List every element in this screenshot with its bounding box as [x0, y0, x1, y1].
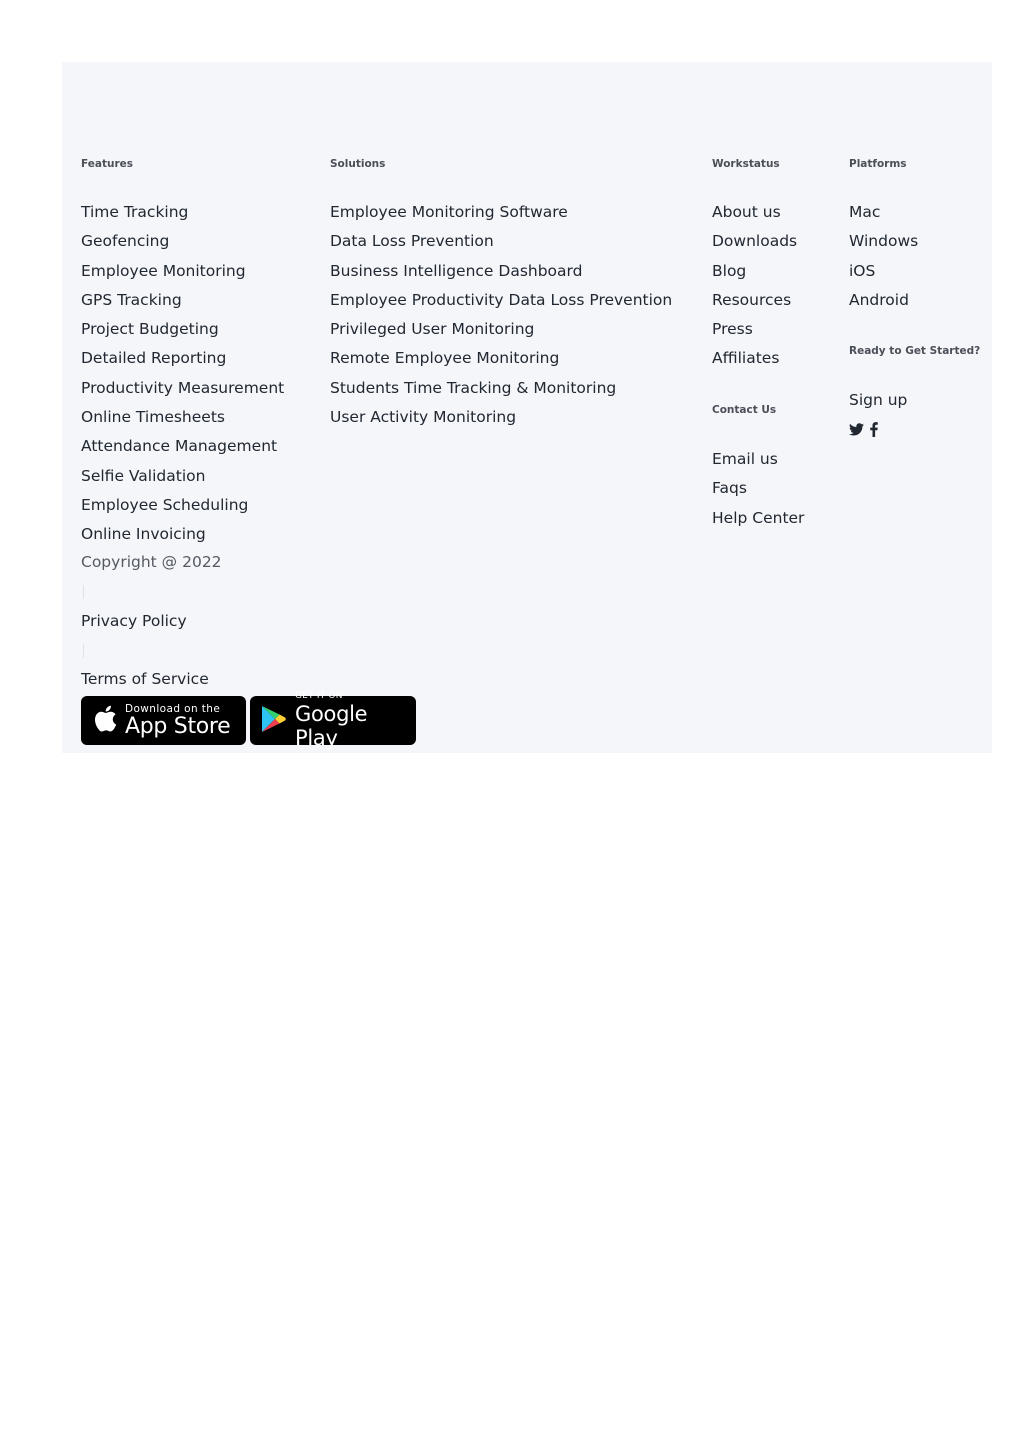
- list-item: [712, 231, 797, 260]
- list-item: [849, 290, 918, 319]
- list-item: [712, 508, 804, 537]
- footer-link-downloads[interactable]: Downloads: [712, 232, 798, 251]
- google-play-label: Google Play: [295, 702, 368, 750]
- footer-link-android[interactable]: Android: [849, 290, 909, 309]
- footer-link-students-time-tracking[interactable]: Students Time Tracking & Monitoring: [330, 378, 617, 397]
- google-play-button[interactable]: [250, 691, 416, 750]
- footer-link-press[interactable]: Press: [712, 320, 753, 339]
- contact-heading: Contact Us: [712, 404, 777, 416]
- list-item: [81, 495, 284, 524]
- footer-link-help-center[interactable]: Help Center: [712, 508, 805, 527]
- list-item: [330, 202, 672, 231]
- site-footer: [62, 62, 992, 753]
- footer-link-attendance-management[interactable]: Attendance Management: [81, 437, 278, 456]
- list-item: [330, 407, 672, 436]
- footer-link-ios[interactable]: iOS: [849, 261, 876, 280]
- twitter-icon[interactable]: [849, 423, 864, 436]
- list-item: [712, 319, 797, 348]
- social-links: [849, 422, 878, 437]
- list-item: [81, 290, 284, 319]
- footer-link-employee-monitoring[interactable]: Employee Monitoring: [81, 261, 246, 280]
- list-item: [81, 436, 284, 465]
- list-item: [849, 202, 918, 231]
- app-badges: [81, 691, 416, 750]
- list-item: [81, 319, 284, 348]
- list-item: [81, 466, 284, 495]
- footer-link-employee-monitoring-software[interactable]: Employee Monitoring Software: [330, 203, 568, 221]
- facebook-icon[interactable]: [870, 422, 878, 437]
- solutions-heading: Solutions: [330, 158, 386, 170]
- footer-link-online-invoicing[interactable]: Online Invoicing: [81, 525, 206, 544]
- app-store-button[interactable]: [81, 696, 246, 745]
- platforms-list: [849, 202, 918, 319]
- apple-icon: [93, 704, 117, 737]
- copyright-text: Copyright @ 2022: [81, 553, 222, 571]
- list-item: [849, 261, 918, 290]
- contact-list: [712, 449, 804, 537]
- footer-link-remote-employee-monitoring[interactable]: Remote Employee Monitoring: [330, 349, 560, 368]
- list-item: [330, 348, 672, 377]
- features-list: [81, 202, 284, 554]
- list-item: [81, 202, 284, 231]
- list-item: [330, 378, 672, 407]
- list-item: [849, 390, 907, 419]
- signup-list: [849, 390, 907, 419]
- footer-link-privileged-user-monitoring[interactable]: Privileged User Monitoring: [330, 320, 535, 339]
- footer-link-mac[interactable]: Mac: [849, 203, 881, 221]
- footer-link-geofencing[interactable]: Geofencing: [81, 232, 170, 251]
- divider: [83, 585, 84, 599]
- list-item: [81, 261, 284, 290]
- list-item: [712, 348, 797, 377]
- footer-link-project-budgeting[interactable]: Project Budgeting: [81, 320, 219, 339]
- terms-of-service-link[interactable]: Terms of Service: [81, 670, 209, 688]
- footer-link-selfie-validation[interactable]: Selfie Validation: [81, 466, 206, 485]
- list-item: [81, 348, 284, 377]
- footer-link-email-us[interactable]: Email us: [712, 450, 778, 468]
- footer-link-user-activity-monitoring[interactable]: User Activity Monitoring: [330, 408, 517, 427]
- footer-link-faqs[interactable]: Faqs: [712, 479, 747, 498]
- list-item: [330, 231, 672, 260]
- list-item: [849, 231, 918, 260]
- platforms-heading: Platforms: [849, 158, 907, 170]
- list-item: [81, 524, 284, 553]
- privacy-policy-link[interactable]: Privacy Policy: [81, 612, 187, 630]
- signup-link[interactable]: Sign up: [849, 391, 908, 409]
- list-item: [712, 261, 797, 290]
- list-item: [81, 231, 284, 260]
- footer-link-data-loss-prevention[interactable]: Data Loss Prevention: [330, 232, 494, 251]
- list-item: [330, 290, 672, 319]
- footer-link-affiliates[interactable]: Affiliates: [712, 349, 780, 368]
- solutions-list: [330, 202, 672, 436]
- list-item: [712, 290, 797, 319]
- footer-link-business-intelligence-dashboard[interactable]: Business Intelligence Dashboard: [330, 261, 583, 280]
- footer-link-blog[interactable]: Blog: [712, 261, 747, 280]
- list-item: [712, 449, 804, 478]
- list-item: [81, 378, 284, 407]
- footer-link-gps-tracking[interactable]: GPS Tracking: [81, 290, 182, 309]
- list-item: [81, 407, 284, 436]
- app-store-small-label: Download on the: [125, 702, 221, 715]
- footer-link-productivity-measurement[interactable]: Productivity Measurement: [81, 378, 285, 397]
- footer-link-detailed-reporting[interactable]: Detailed Reporting: [81, 349, 227, 368]
- list-item: [712, 478, 804, 507]
- footer-link-resources[interactable]: Resources: [712, 290, 792, 309]
- list-item: [712, 202, 797, 231]
- divider: [83, 644, 84, 658]
- footer-link-windows[interactable]: Windows: [849, 232, 919, 251]
- features-heading: Features: [81, 158, 133, 170]
- get-started-heading: Ready to Get Started?: [849, 345, 981, 357]
- app-store-label: App Store: [125, 713, 231, 739]
- google-play-small-label: GET IT ON: [295, 691, 343, 701]
- workstatus-list: [712, 202, 797, 378]
- google-play-icon: [261, 705, 287, 737]
- list-item: [330, 261, 672, 290]
- list-item: [330, 319, 672, 348]
- workstatus-heading: Workstatus: [712, 158, 780, 170]
- footer-link-online-timesheets[interactable]: Online Timesheets: [81, 408, 225, 427]
- footer-link-time-tracking[interactable]: Time Tracking: [81, 203, 189, 221]
- footer-link-about-us[interactable]: About us: [712, 203, 781, 221]
- footer-link-employee-productivity-dlp[interactable]: Employee Productivity Data Loss Prevention: [330, 290, 673, 309]
- footer-link-employee-scheduling[interactable]: Employee Scheduling: [81, 495, 249, 514]
